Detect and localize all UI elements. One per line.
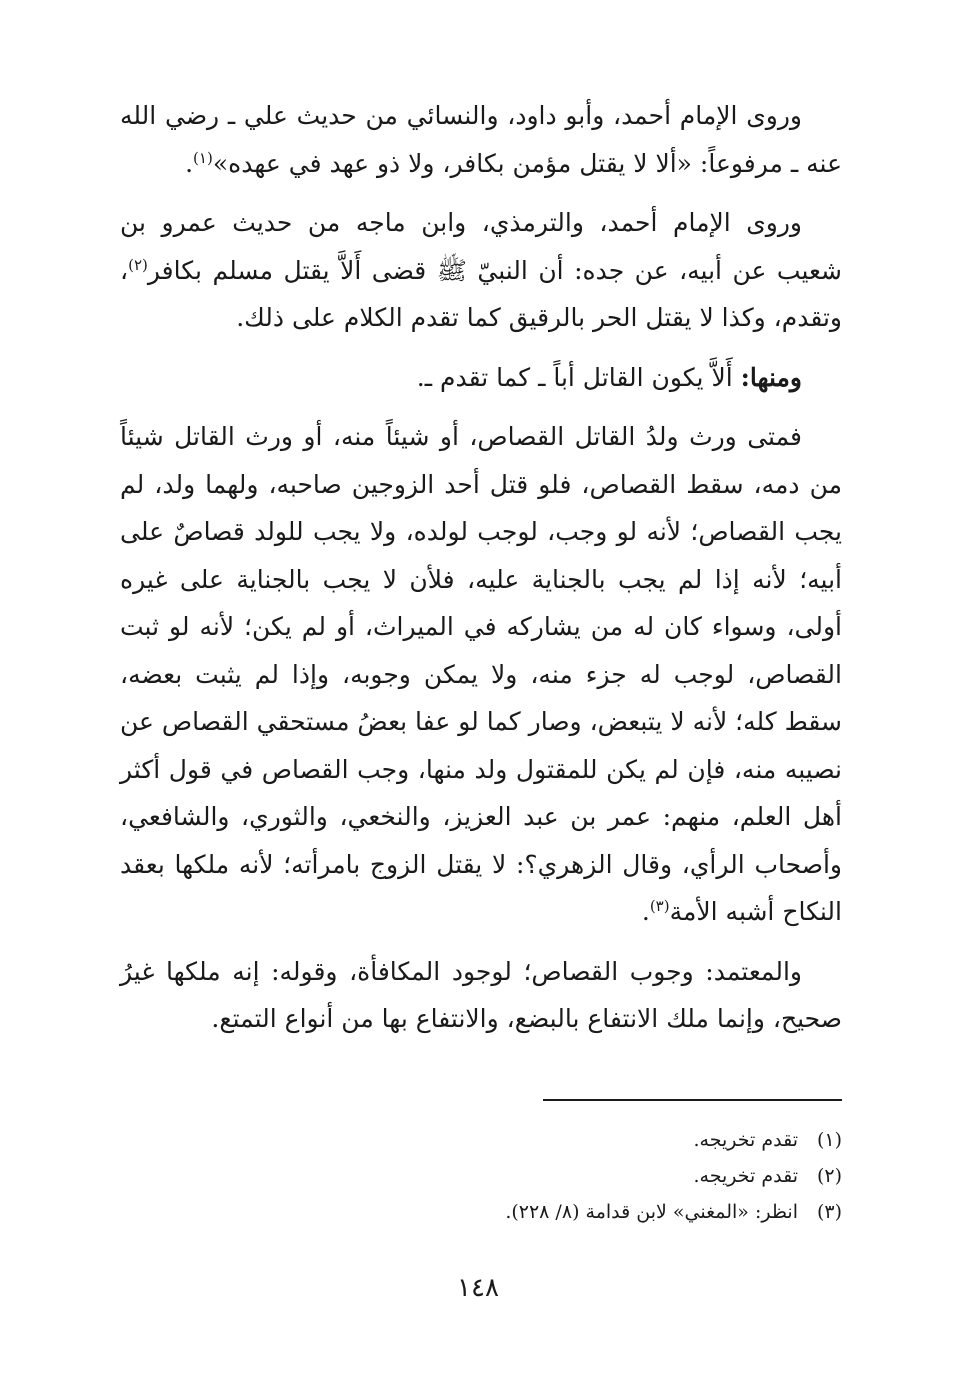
footnote-text: تقدم تخريجه. — [693, 1165, 798, 1187]
paragraph-5 — [120, 948, 842, 1043]
footnote-2 — [300, 1158, 842, 1194]
paragraph-text: وروى الإمام أحمد، وأبو داود، والنسائي من حديث علي ـ رضي الله عنه ـ مرفوعاً: «ألا لا يقتل مؤمن بكافر، ولا ذو عهد في عهده» — [120, 101, 842, 178]
footnote-number: (٢) — [816, 1165, 842, 1187]
paragraph-2 — [120, 199, 842, 342]
footnotes — [300, 1122, 842, 1230]
footnote-1 — [300, 1122, 842, 1158]
paragraph-4 — [120, 413, 842, 936]
footnote-number: (١) — [816, 1129, 842, 1151]
paragraph-1 — [120, 92, 842, 187]
footnote-3 — [300, 1194, 842, 1230]
footnote-text: انظر: «المغني» لابن قدامة (٨/ ٢٢٨). — [505, 1201, 798, 1223]
paragraph-tail: . — [641, 897, 650, 926]
paragraph-tail: ، وتقدم، وكذا لا يقتل الحر بالرقيق كما تقدم الكلام على ذلك. — [120, 255, 842, 332]
main-text — [120, 92, 842, 1055]
page-number: ١٤٨ — [457, 1273, 499, 1303]
paragraph-text: فمتى ورث ولدُ القاتل القصاص، أو شيئاً منه، أو ورث القاتل شيئاً من دمه، سقط القصاص، فلو قتل أحد الزوجين صاحبه، ولهما ولد، لم يجب القصاص؛ لأنه لو وجب، لوجب لولده، ولا يجب للولد قصاصٌ على أبيه؛ لأنه إذا لم يجب بالجناية عليه، فلأن لا يجب بالجناية على غيره أولى، وسواء كان له من يشاركه في الميراث، أو لم يكن؛ لأنه لو ثبت القصاص، لوجب له جزء منه، ولا يمكن وجوبه، وإذا لم يثبت بعضه، سقط كله؛ لأنه لا يتبعض، وصار كما لو عفا بعضُ مستحقي القصاص عن نصيبه منه، فإن لم يكن للمقتول ولد منها، وجب القصاص في قول أكثر أهل العلم، منهم: عمر بن عبد العزيز، والنخعي، والثوري، والشافعي، وأصحاب الرأي، وقال الزهري؟: لا يقتل الزوج بامرأته؛ لأنه ملكها بعقد النكاح أشبه الأمة — [120, 422, 842, 926]
paragraph-lead: ومنها: — [740, 362, 802, 392]
footnote-marker-2: (٢) — [128, 255, 148, 274]
paragraph-text: أَلاَّ يكون القاتل أباً ـ كما تقدم ـ. — [416, 362, 741, 392]
paragraph-3 — [120, 354, 842, 402]
footnote-marker-3: (٣) — [649, 897, 670, 915]
footnote-number: (٣) — [816, 1201, 842, 1223]
footnote-separator — [543, 1099, 842, 1101]
paragraph-tail: . — [185, 148, 194, 178]
footnote-text: تقدم تخريجه. — [693, 1129, 798, 1151]
footnote-marker-1: (١) — [193, 148, 213, 167]
paragraph-text: وروى الإمام أحمد، والترمذي، وابن ماجه من حديث عمرو بن شعيب عن أبيه، عن جده: أن النبيّ ﷺ قضى أَلاَّ يقتل مسلم بكافر — [120, 208, 842, 285]
paragraph-text: والمعتمد: وجوب القصاص؛ لوجود المكافأة، وقوله: إنه ملكها غيرُ صحيح، وإنما ملك الانتفاع بالبضع، والانتفاع بها من أنواع التمتع. — [120, 956, 842, 1033]
